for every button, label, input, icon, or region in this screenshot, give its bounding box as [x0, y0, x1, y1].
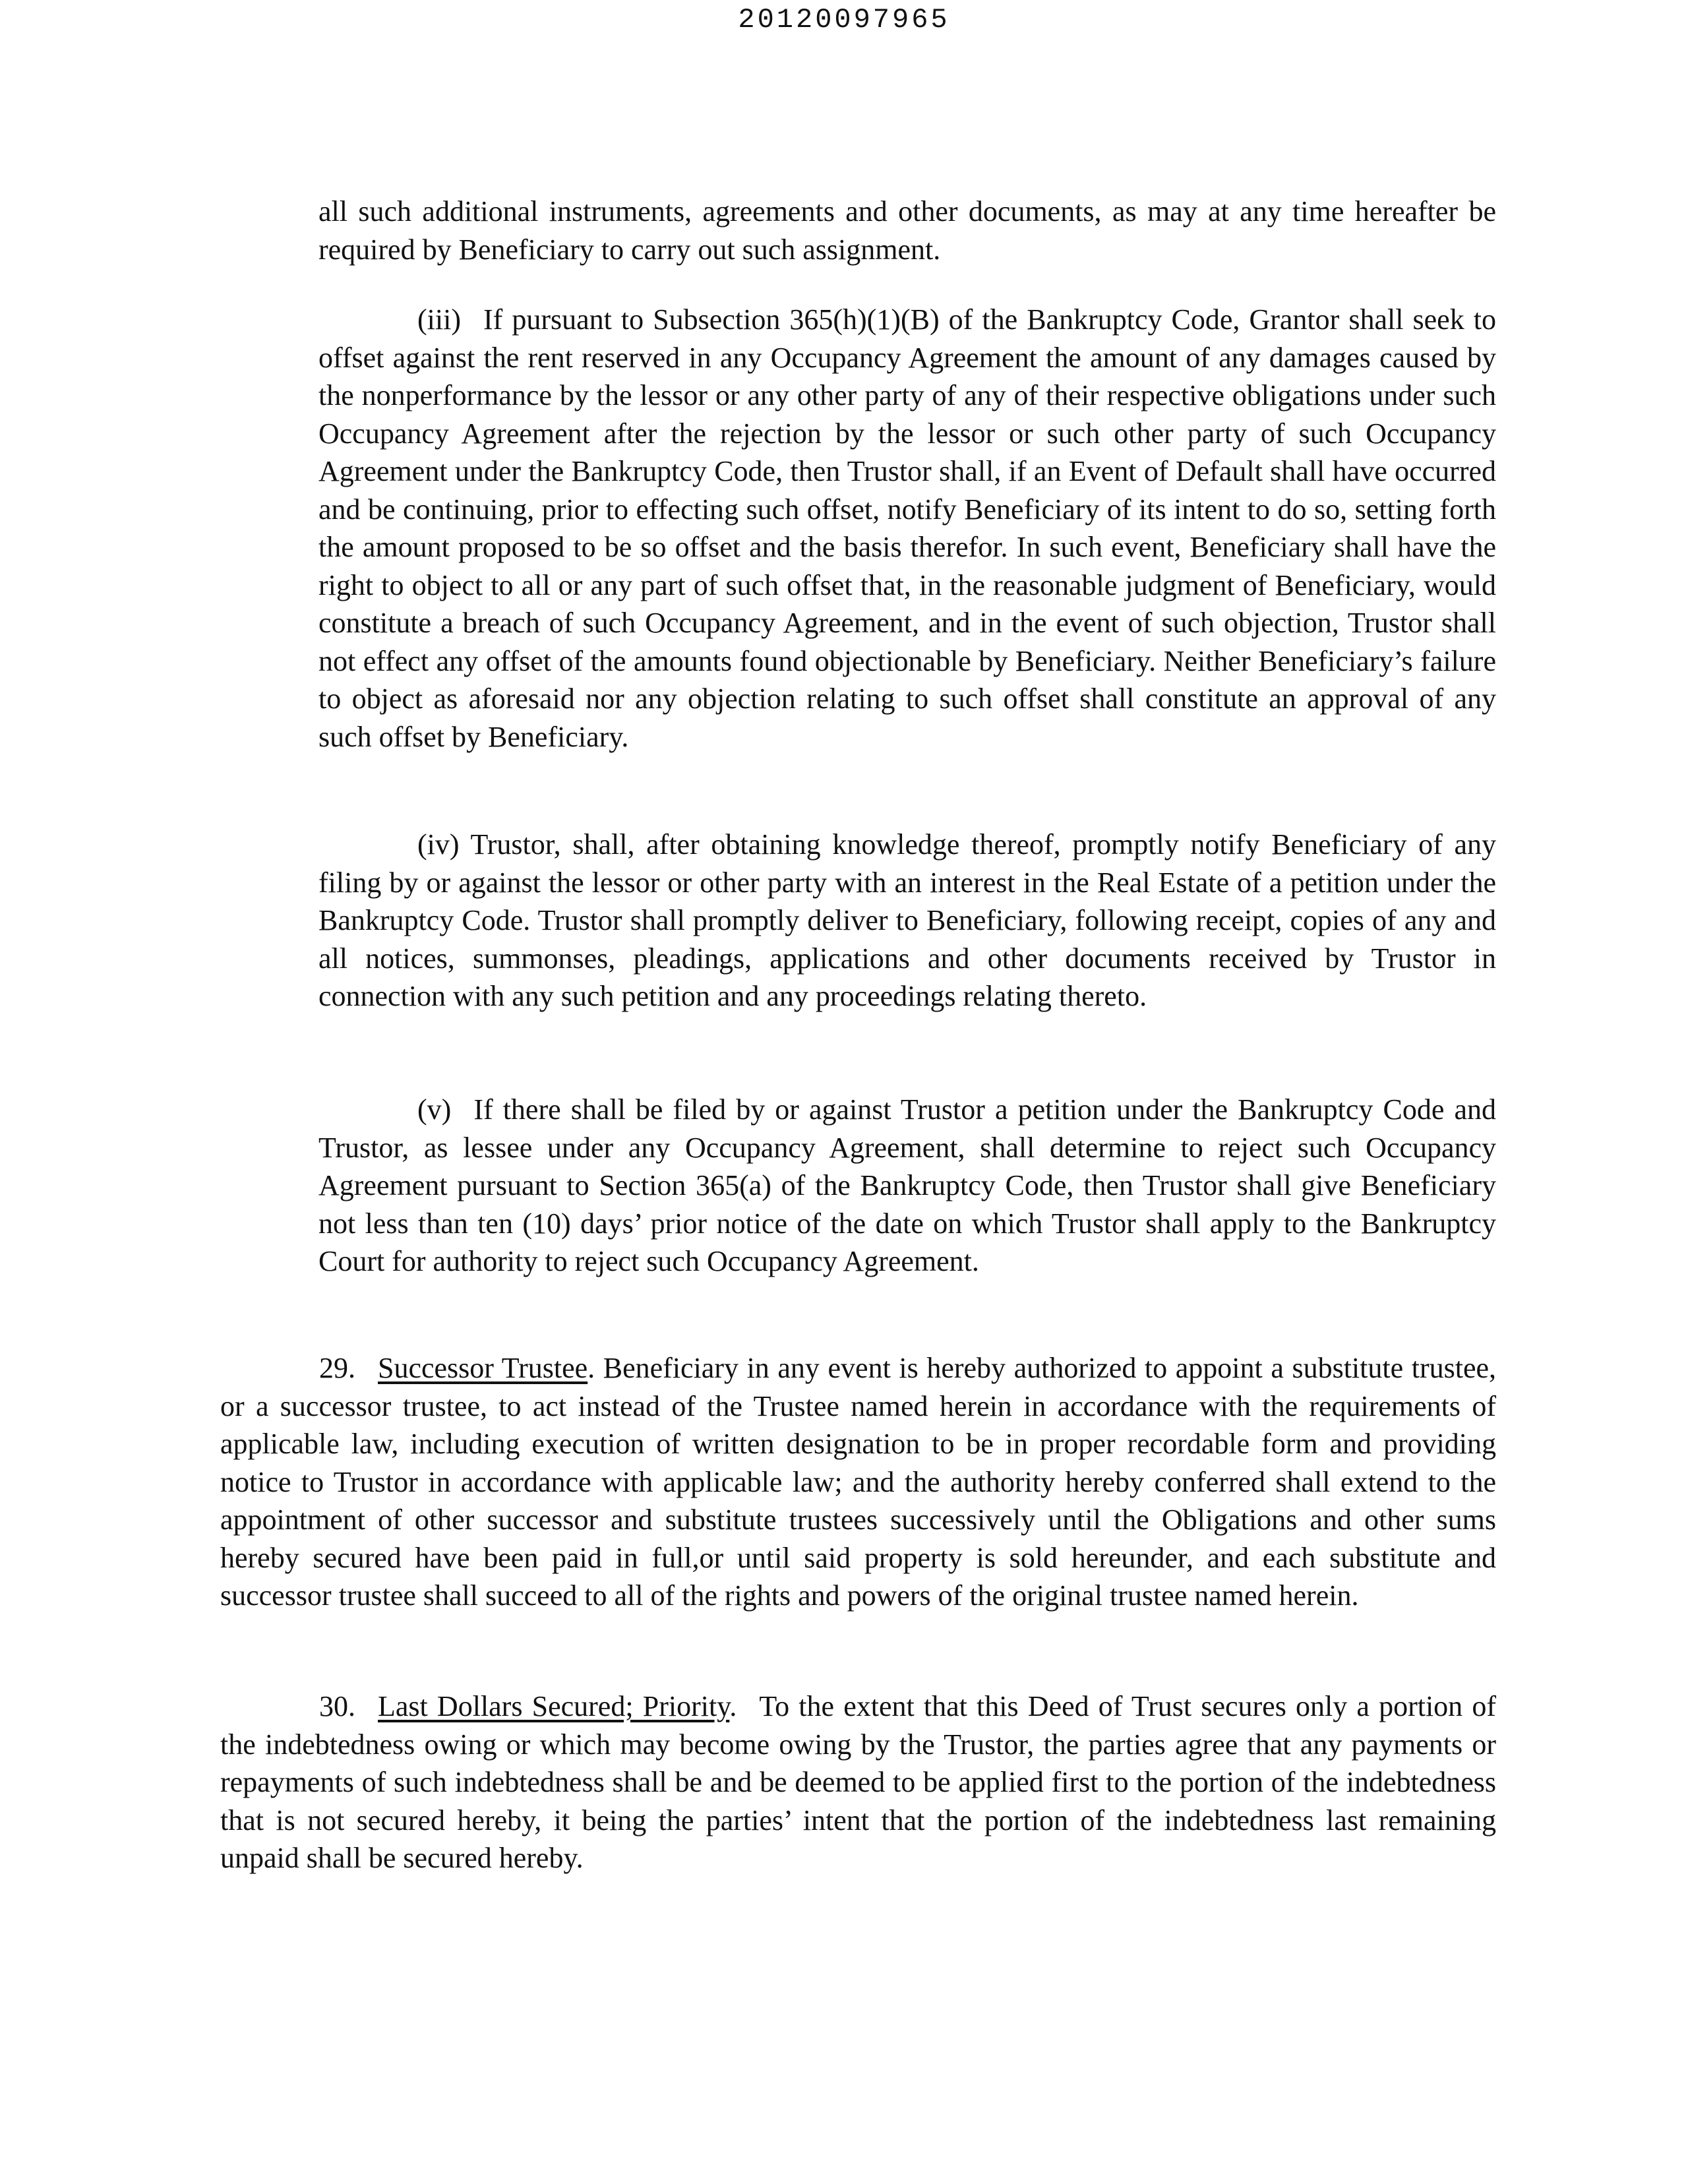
subsection-iii-text: If pursuant to Subsection 365(h)(1)(B) of the Bankruptcy Code, Grantor shall seek to offset against the rent reserved in any Occupancy Agreement the amount of any damages caused by the nonperformance by the lessor or any other party of any of their respective obligations under such Occupancy Agreement after the rejection by the lessor or such other party of such Occupancy Agreement under the Bankruptcy Code, then Trustor shall, if an Event of Default shall have occurred and be continuing, prior to effecting such offset, notify Beneficiary of its intent to do so, setting forth the amount proposed to be so offset and the basis therefor. In such event, Beneficiary shall have the right to object to all or any part of such offset that, in the reasonable judgment of Beneficiary, would constitute a breach of such Occupancy Agreement, and in the event of such objection, Trustor shall not effect any offset of the amounts found objectionable by Beneficiary. Neither Beneficiary’s failure to object as aforesaid nor any objection relating to such offset shall constitute an approval of any such offset by Beneficiary. [318, 303, 1496, 753]
section-30: 30. Last Dollars Secured; Priority. To the extent that this Deed of Trust secures only a portion of the indebtedness owing or which may become owing by the Trustor, the parties agree that any payments or repayments of such indebtedness shall be and be deemed to be applied first to the portion of the indebtedness that is not secured hereby, it being the parties’ intent that the portion of the indebtedness last remaining unpaid shall be secured hereby. [220, 1690, 1496, 1874]
subsection-v [318, 1091, 1496, 1281]
section-29-text: Beneficiary in any event is hereby authorized to appoint a substitute trustee, or a successor trustee, to act instead of the Trustee named herein in accordance with the requirements of applicable law, including execution of written designation to be in proper recordable form and providing notice to Trustor in accordance with applicable law; and the authority hereby conferred shall extend to the appointment of other successor and substitute trustees successively until the Obligations and other sums hereby secured have been paid in full,or until said property is sold hereunder, and each substitute and successor trustee shall succeed to all of the rights and powers of the original trustee named herein. [220, 1352, 1497, 1612]
continuation-paragraph: all such additional instruments, agreements and other documents, as may at any time hereafter be required by Beneficiary to carry out such assignment. [318, 195, 1496, 266]
document-number: 20120097965 [738, 4, 950, 36]
subsection-iii-label: (iii) [417, 303, 461, 336]
section-29: 29. Successor Trustee. Beneficiary in any event is hereby authorized to appoint a substitute trustee, or a successor trustee, to act instead of the Trustee named herein in accordance with the requirements of applicable law, including execution of written designation to be in proper recordable form and providing notice to Trustor in accordance with applicable law; and the authority hereby conferred shall extend to the appointment of other successor and substitute trustees successively until the Obligations and other sums hereby secured have been paid in full,or until said property is sold hereunder, and each substitute and successor trustee shall succeed to all of the rights and powers of the original trustee named herein. [220, 1352, 1497, 1612]
subsection-iii [318, 301, 1496, 756]
subsection-v-text: If there shall be filed by or against Trustor a petition under the Bankruptcy Code and Trustor, as lessee under any Occupancy Agreement, shall determine to reject such Occupancy Agreement pursuant to Section 365(a) of the Bankruptcy Code, then Trustor shall give Beneficiary not less than ten (10) days’ prior notice of the date on which Trustor shall apply to the Bankruptcy Court for authority to reject such Occupancy Agreement. [318, 1093, 1496, 1277]
subsection-v-label: (v) [417, 1093, 452, 1126]
section-29-number: 29. [319, 1352, 355, 1384]
subsection-iv-text: Trustor, shall, after obtaining knowledge thereof, promptly notify Beneficiary of any filing by or against the lessor or other party with an interest in the Real Estate of a petition under the Bankruptcy Code. Trustor shall promptly deliver to Beneficiary, following receipt, copies of any and all notices, summonses, pleadings, applications and other documents received by Trustor in connection with any such petition and any proceedings relating thereto. [318, 828, 1496, 1012]
subsection-iv [318, 826, 1496, 1016]
section-30-heading: Last Dollars Secured; Priority [378, 1690, 730, 1722]
section-30-text: To the extent that this Deed of Trust secures only a portion of the indebtedness owing or which may become owing by the Trustor, the parties agree that any payments or repayments of such indebtedness shall be and be deemed to be applied first to the portion of the indebtedness that is not secured hereby, it being the parties’ intent that the portion of the indebtedness last remaining unpaid shall be secured hereby. [220, 1690, 1496, 1874]
section-30-number: 30. [319, 1690, 355, 1722]
section-29-heading: Successor Trustee [378, 1352, 588, 1384]
subsection-iv-label: (iv) [417, 828, 460, 861]
